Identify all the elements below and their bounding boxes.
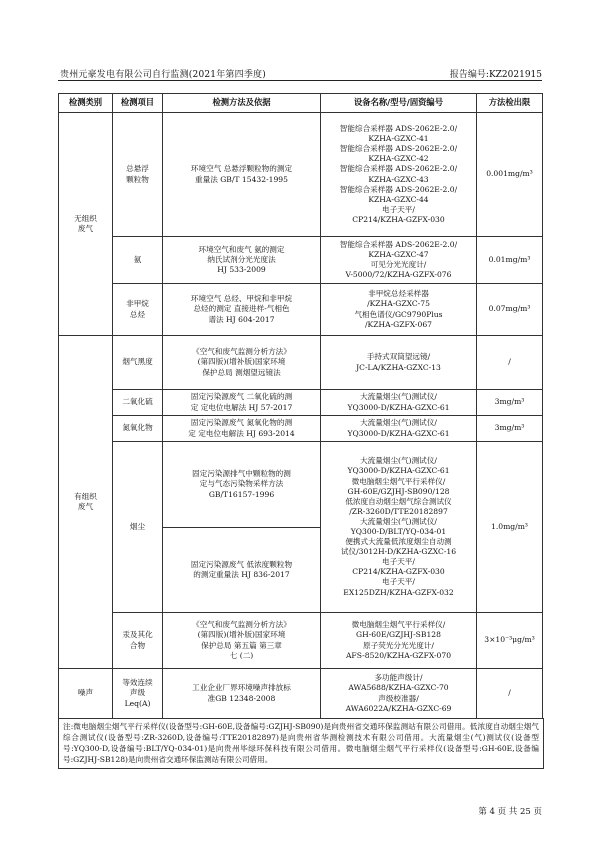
item-cell: 二氧化硫 (113, 390, 163, 416)
limit-cell: 0.01mg/m³ (477, 237, 543, 284)
col-header-equipment: 设备名称/型号/固资编号 (321, 94, 477, 113)
method-cell: 环境空气和废气 氨的测定 纳氏试剂分光光度法 HJ 533-2009 (163, 237, 321, 284)
category-organized-gas: 有组织 废气 (59, 336, 113, 669)
limit-cell: / (477, 336, 543, 390)
limit-cell: / (477, 669, 543, 719)
equipment-cell: 大流量烟尘(气)测试仪/ YQ3000-D/KZHA-GZXC-61 (321, 390, 477, 416)
item-cell: 汞及其化 合物 (113, 613, 163, 669)
header-divider (58, 80, 542, 81)
limit-cell: 0.07mg/m³ (477, 284, 543, 336)
table-row (59, 336, 543, 390)
document-header-title: 贵州元豪发电有限公司自行监测(2021年第四季度) (60, 70, 266, 80)
limit-cell: 0.001mg/m³ (477, 113, 543, 237)
col-header-category: 检测类别 (59, 94, 113, 113)
method-cell: 《空气和废气监测分析方法》 (第四版)(增补版)国家环境 保护总局 测烟望远镜法 (163, 336, 321, 390)
report-number: 报告编号:KZ2021915 (449, 70, 542, 80)
equipment-cell: 手持式双筒望远镜/ JC-LA/KZHA-GZXC-13 (321, 336, 477, 390)
equipment-cell: 智能综合采样器 ADS-2062E-2.0/ KZHA-GZXC-47 可见分光光度计/ V-5000/72/KZHA-GZFX-076 (321, 237, 477, 284)
table-row (59, 442, 543, 528)
item-cell: 烟尘 (113, 442, 163, 613)
equipment-cell: 多功能声级计/ AWA5688/KZHA-GZXC-70 声级校准器/ AWA6022A/KZHA-GZXC-69 (321, 669, 477, 719)
method-cell: 固定污染源排气中颗粒物的测 定与气态污染物采样方法 GB/T16157-1996 (163, 442, 321, 528)
table-header-row (59, 94, 543, 113)
limit-cell: 3mg/m³ (477, 416, 543, 442)
item-cell: 烟气黑度 (113, 336, 163, 390)
col-header-method: 检测方法及依据 (163, 94, 321, 113)
equipment-cell: 微电脑烟尘烟气平行采样仪/ GH-60E/GZJHJ-SB128 原子荧光分光光度计/ AFS-8520/KZHA-GZFX-070 (321, 613, 477, 669)
table-row (59, 237, 543, 284)
method-cell: 固定污染源废气 低浓度颗粒物 的测定重量法 HJ 836-2017 (163, 528, 321, 613)
table-footnote: 注:微电脑烟尘烟气平行采样仪(设备型号:GH-60E,设备编号:GZJHJ-SB090)是向贵州省交通环保监测站有限公司借用。低浓度自动烟尘烟气综合测试仪(设备型号:ZR-3260D,设备编号:TTE20182897)是向贵州省华测检测技术有限公司借用。大流量烟尘(气)测试仪(设备型号:YQ300-D,设备编号:BLT/YQ-034-01)是向贵州毕绿环保科技有限公司借用。微电脑烟尘烟气平行采样仪(设备型号:GH-60E,设备编号:GZJHJ-SB128)是向贵州省交通环保监测站有限公司借用。 (58, 718, 544, 769)
equipment-cell: 智能综合采样器 ADS-2062E-2.0/ KZHA-GZXC-41 智能综合采样器 ADS-2062E-2.0/ KZHA-GZXC-42 智能综合采样器 ADS-2062E-2.0/ KZHA-GZXC-43 智能综合采样器 ADS-2062E-2.0/ KZHA-GZXC-44 电子天平/ CP214/KZHA-GZFX-030 (321, 113, 477, 237)
table-row (59, 113, 543, 237)
col-header-item: 检测项目 (113, 94, 163, 113)
table-row (59, 669, 543, 719)
method-cell: 固定污染源废气 氮氧化物的测 定 定电位电解法 HJ 693-2014 (163, 416, 321, 442)
item-cell: 总悬浮 颗粒物 (113, 113, 163, 237)
test-methods-table (58, 93, 543, 719)
table-row (59, 416, 543, 442)
limit-cell: 1.0mg/m³ (477, 442, 543, 613)
method-cell: 固定污染源废气 二氧化硫的测 定 定电位电解法 HJ 57-2017 (163, 390, 321, 416)
table-row (59, 390, 543, 416)
table-row (59, 613, 543, 669)
col-header-detection-limit: 方法检出限 (477, 94, 543, 113)
item-cell: 氨 (113, 237, 163, 284)
item-cell: 氮氧化物 (113, 416, 163, 442)
equipment-cell: 大流量烟尘(气)测试仪/ YQ3000-D/KZHA-GZXC-61 (321, 416, 477, 442)
method-cell: 工业企业厂界环境噪声排放标 准GB 12348-2008 (163, 669, 321, 719)
item-cell: 等效连续 声级 Leq(A) (113, 669, 163, 719)
category-noise: 噪声 (59, 669, 113, 719)
method-cell: 环境空气 总烃、甲烷和非甲烷 总烃的测定 直接进样-气相色 谱法 HJ 604-2017 (163, 284, 321, 336)
equipment-cell: 非甲烷总烃采样器 /KZHA-GZXC-75 气相色谱仪/GC9790Plus /KZHA-GZFX-067 (321, 284, 477, 336)
limit-cell: 3mg/m³ (477, 390, 543, 416)
category-fugitive-gas: 无组织 废气 (59, 113, 113, 336)
item-cell: 非甲烷 总烃 (113, 284, 163, 336)
equipment-cell: 大流量烟尘(气)测试仪/ YQ3000-D/KZHA-GZXC-61 微电脑烟尘烟气平行采样仪/ GH-60E/GZJHJ-SB090/128 低浓度自动烟尘烟气综合测试仪 /ZR-3260D/TTE20182897 大流量烟尘(气)测试仪/ YQ300-D/BLT/YQ-034-01 便携式大流量低浓度烟尘自动测 试仪/3012H-D/KZHA-GZXC-16 电子天平/ CP214/KZHA-GZFX-030 电子天平/ EX125DZH/KZHA-GZFX-032 (321, 442, 477, 613)
method-cell: 《空气和废气监测分析方法》 (第四版)(增补版)国家环境 保护总局 第五篇 第三章 七 (二) (163, 613, 321, 669)
page-number: 第 4 页 共 25 页 (478, 807, 542, 817)
limit-cell: 3×10⁻³μg/m³ (477, 613, 543, 669)
method-cell: 环境空气 总悬浮颗粒物的测定 重量法 GB/T 15432-1995 (163, 113, 321, 237)
table-row (59, 284, 543, 336)
